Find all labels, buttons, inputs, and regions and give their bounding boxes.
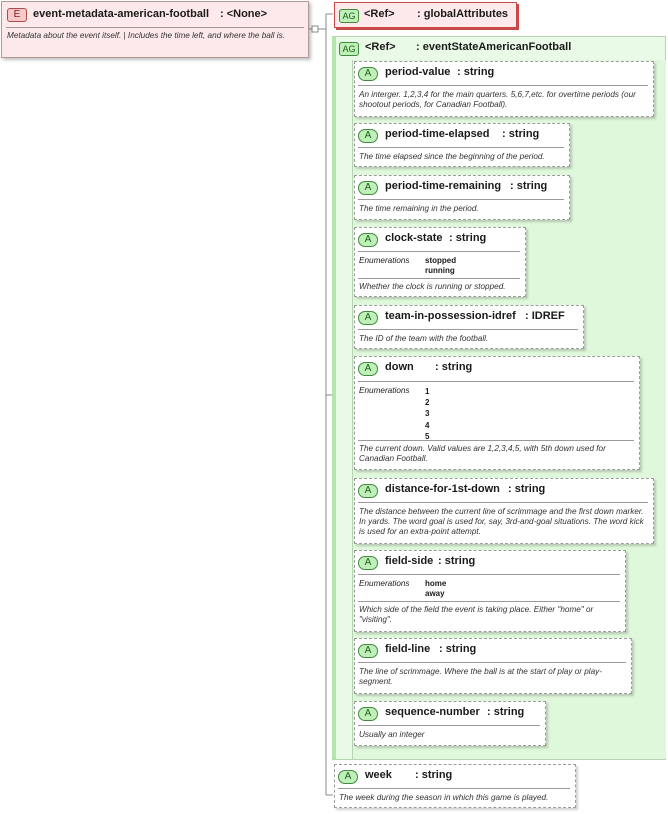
attribute-badge: A (358, 129, 378, 143)
attribute-period-time-elapsed[interactable] (354, 123, 570, 167)
attribute-description: The time elapsed since the beginning of the period. (359, 152, 545, 161)
attribute-name: team-in-possession-idref (385, 310, 516, 322)
attribute-name: down (385, 361, 414, 373)
global-ref-name: : globalAttributes (417, 8, 509, 20)
enumerations-label: Enumerations (359, 256, 410, 265)
attribute-badge: A (358, 181, 378, 195)
enumeration-value: 2 (425, 398, 430, 408)
attribute-description: The ID of the team with the football. (359, 334, 489, 343)
attribute-description: The week during the season in which this game is played. (339, 793, 549, 802)
attribute-description: The current down. Valid values are 1,2,3,4,5, with 5th down used for Canadian Football. (359, 444, 606, 463)
attribute-type: : string (449, 232, 487, 244)
attribute-type: : string (439, 643, 477, 655)
attribute-type: : string (487, 706, 525, 718)
attribute-name: period-time-elapsed (385, 128, 490, 140)
enumeration-value: home (425, 579, 447, 588)
attribute-badge: A (358, 556, 378, 570)
enumeration-value: running (425, 266, 455, 275)
root-element-box[interactable] (1, 1, 309, 58)
attribute-badge: A (358, 233, 378, 247)
attribute-badge: A (358, 644, 378, 658)
separator (358, 85, 648, 86)
separator (358, 574, 620, 575)
attribute-description: The line of scrimmage. Where the ball is at the start of play or play-segment. (359, 667, 602, 686)
separator (338, 788, 570, 789)
attribute-badge: A (358, 311, 378, 325)
attribute-name: distance-for-1st-down (385, 483, 500, 495)
separator (358, 381, 634, 382)
enumerations-label: Enumerations (359, 579, 410, 588)
attribute-type: : string (438, 555, 476, 567)
attribute-name: sequence-number (385, 706, 480, 718)
attribute-name: clock-state (385, 232, 443, 244)
enumeration-value: 5 (425, 431, 430, 441)
attribute-type: : string (508, 483, 546, 495)
separator (358, 251, 520, 252)
enumeration-value: 1 (425, 387, 430, 396)
attribute-badge: A (358, 362, 378, 376)
attribute-team-in-possession-idref[interactable] (354, 305, 584, 349)
separator (358, 662, 626, 663)
separator (358, 601, 620, 602)
enumeration-values (425, 579, 446, 599)
enumeration-values (425, 386, 429, 442)
attribute-clock-state[interactable] (354, 227, 526, 297)
attribute-badge: A (358, 67, 378, 81)
attribute-period-value[interactable] (354, 61, 654, 117)
attribute-type: : string (457, 66, 495, 78)
attribute-badge: A (358, 707, 378, 721)
attribute-description: An interger. 1,2,3,4 for the main quarters. 5,6,7,etc. for overtime periods (our shootout periods, for Canadian Football). (359, 90, 636, 109)
root-element-description: Metadata about the event itself. | Includes the time left, and where the ball is. (7, 31, 285, 40)
global-ref-label: <Ref> (364, 8, 395, 20)
attribute-badge: A (358, 484, 378, 498)
enumeration-value: away (425, 589, 445, 598)
attribute-name: period-value (385, 66, 451, 78)
attribute-group-badge: AG (339, 9, 359, 23)
attribute-type: : string (415, 769, 453, 781)
separator (358, 278, 520, 279)
attribute-description: Whether the clock is running or stopped. (359, 282, 506, 291)
separator (358, 725, 540, 726)
enumeration-value: 4 (425, 420, 430, 430)
separator (358, 199, 564, 200)
attribute-group-header[interactable] (336, 38, 656, 56)
separator (358, 502, 648, 503)
separator (358, 329, 578, 330)
attribute-description: Usually an integer (359, 730, 425, 739)
root-element-type: : <None> (220, 8, 268, 20)
attribute-period-time-remaining[interactable] (354, 175, 570, 220)
enumeration-value: 3 (425, 409, 430, 419)
separator (6, 27, 304, 28)
separator (358, 147, 564, 148)
attribute-description: The time remaining in the period. (359, 204, 479, 213)
attribute-group-badge: AG (339, 42, 359, 56)
attribute-description: Which side of the field the event is taking place. Either "home" or "visiting". (359, 605, 594, 624)
attribute-field-side[interactable] (354, 550, 626, 632)
attribute-week[interactable] (334, 764, 576, 808)
attribute-name: field-side (385, 555, 434, 567)
group-ref-label: <Ref> (365, 41, 396, 53)
attribute-name: period-time-remaining (385, 180, 502, 192)
attribute-field-line[interactable] (354, 638, 632, 694)
attribute-name: field-line (385, 643, 431, 655)
enumeration-value: stopped (425, 256, 457, 265)
attribute-description: The distance between the current line of scrimmage and the first down marker. In yards. The word goal is used for, say, 3rd-and-goal situations. The word kick is used for an extra-point attempt. (359, 507, 644, 536)
root-element-name: event-metadata-american-football (33, 8, 210, 20)
enumeration-values (425, 256, 456, 276)
attribute-type: : string (435, 361, 473, 373)
group-name: : eventStateAmericanFootball (416, 41, 572, 53)
element-badge: E (7, 8, 27, 22)
attribute-sequence-number[interactable] (354, 701, 546, 746)
attribute-distance-for-1st-down[interactable] (354, 478, 654, 544)
separator (358, 440, 634, 441)
enumerations-label: Enumerations (359, 386, 410, 395)
attribute-type: : string (510, 180, 548, 192)
attribute-type: : string (502, 128, 540, 140)
attribute-name: week (365, 769, 392, 781)
attribute-type: : IDREF (525, 310, 565, 322)
attribute-down[interactable] (354, 356, 640, 470)
global-attributes-ref[interactable] (334, 2, 517, 28)
attribute-badge: A (338, 770, 358, 784)
